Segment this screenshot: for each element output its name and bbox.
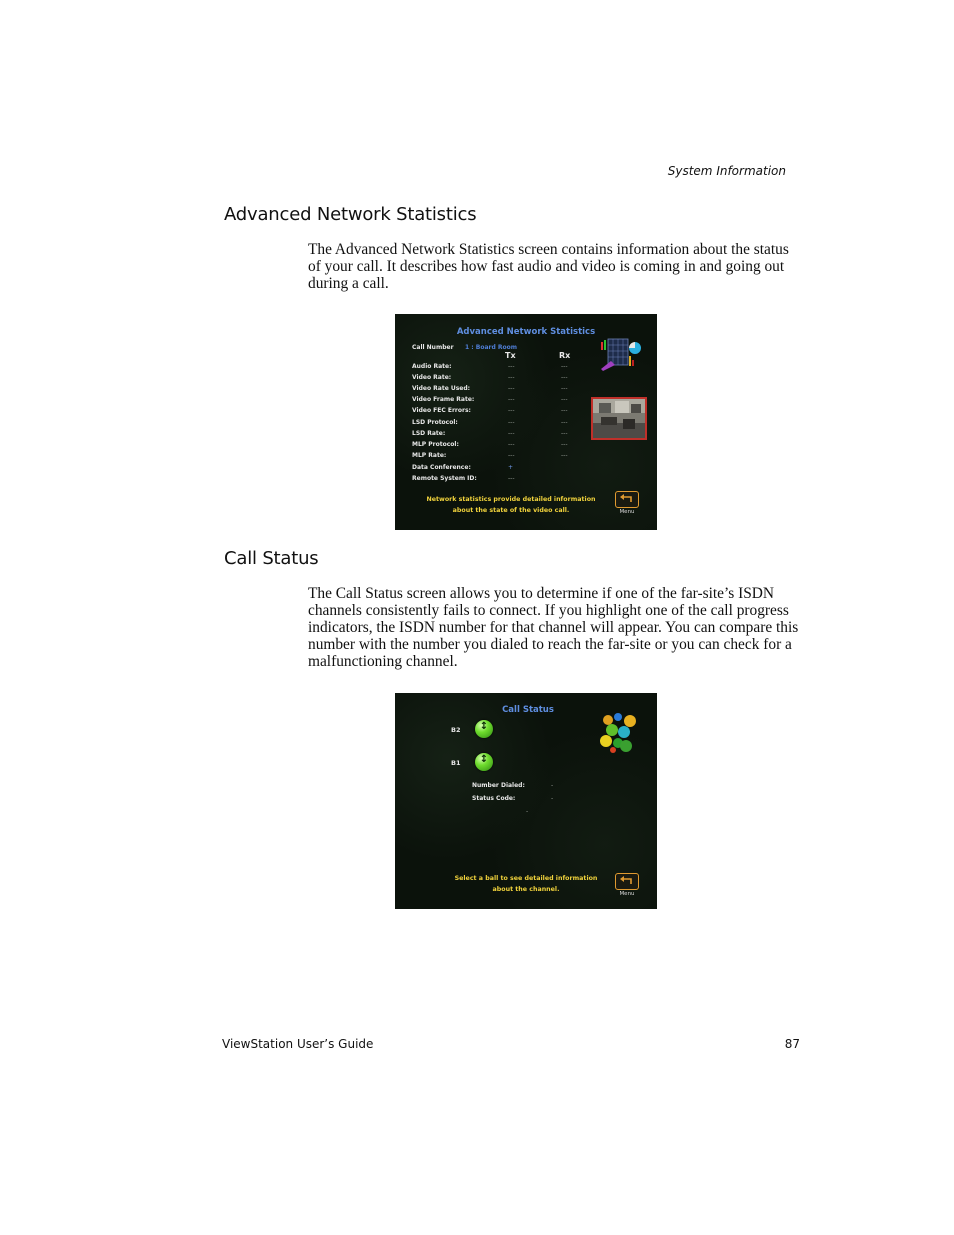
cs-channel-label-b2: B2	[451, 726, 461, 734]
section-heading-call-status: Call Status	[224, 548, 319, 569]
ans-row-label: MLP Rate:	[412, 452, 447, 459]
ans-row-rx: ---	[561, 407, 568, 414]
ans-row-rx: ---	[561, 385, 568, 392]
channel-ball-glyph: ↕	[479, 754, 489, 765]
ans-row-tx: ---	[508, 385, 515, 392]
menu-label: Menu	[619, 891, 635, 897]
ans-row-label: Audio Rate:	[412, 363, 452, 370]
ans-row-rx: ---	[561, 396, 568, 403]
ans-call-number-label: Call Number	[412, 344, 454, 351]
ans-row-label: LSD Protocol:	[412, 419, 458, 426]
section-paragraph-advanced-network-statistics: The Advanced Network Statistics screen contains information about the status of your call. It describes how fast audio and video is coming in and going out during a call.	[308, 241, 789, 292]
cs-channel-label-b1: B1	[451, 759, 461, 767]
ans-row-label: Video Rate Used:	[412, 385, 471, 392]
ans-column-tx: Tx	[505, 351, 516, 360]
section-heading-advanced-network-statistics: Advanced Network Statistics	[224, 204, 477, 225]
cs-screen-title: Call Status	[502, 705, 554, 715]
ans-row-tx: ---	[508, 419, 515, 426]
ans-row-tx: ---	[508, 430, 515, 437]
advanced-network-statistics-screenshot	[395, 314, 657, 530]
footer-page-number: 87	[784, 1037, 800, 1051]
ans-row-tx: ---	[508, 363, 515, 370]
status-code-label: Status Code:	[472, 795, 516, 802]
back-arrow-icon	[616, 874, 637, 888]
menu-button[interactable]	[615, 491, 639, 517]
balls-cluster-icon	[598, 712, 644, 754]
number-dialed-value: -	[551, 782, 554, 789]
ans-row-label: Remote System ID:	[412, 475, 477, 482]
ans-column-rx: Rx	[559, 351, 571, 360]
ans-row-rx: ---	[561, 430, 568, 437]
ans-row	[395, 419, 585, 429]
ans-row-label: Video FEC Errors:	[412, 407, 471, 414]
cs-footer-line-2: about the channel.	[492, 886, 560, 893]
menu-box	[615, 873, 639, 890]
ans-call-number-value: 1 : Board Room	[465, 344, 517, 351]
ans-row-tx: ---	[508, 374, 515, 381]
call-status-screenshot	[395, 693, 657, 909]
running-head: System Information	[667, 164, 786, 178]
ans-row	[395, 363, 585, 373]
ans-footer-line-1: Network statistics provide detailed information	[426, 496, 596, 503]
ans-footer-line-2: about the state of the video call.	[452, 507, 570, 514]
ans-row-rx: ---	[561, 363, 568, 370]
back-arrow-icon	[616, 492, 637, 506]
cs-footer-line-1: Select a ball to see detailed information	[454, 875, 598, 882]
ans-row	[395, 385, 585, 395]
ans-row-tx: ---	[508, 452, 515, 459]
ans-row-rx: ---	[561, 452, 568, 459]
ans-row-tx: +	[508, 464, 514, 471]
status-extra-value: -	[526, 808, 529, 815]
ans-row	[395, 407, 585, 417]
number-dialed-label: Number Dialed:	[472, 782, 525, 789]
ans-row-tx: ---	[508, 396, 515, 403]
ans-row-rx: ---	[561, 419, 568, 426]
channel-ball-b2[interactable]	[475, 720, 493, 738]
ans-row	[395, 374, 585, 384]
ans-row	[395, 452, 585, 462]
ans-row	[395, 441, 585, 451]
menu-button[interactable]	[615, 873, 639, 899]
statistics-icon	[599, 336, 641, 372]
ans-row-tx: ---	[508, 407, 515, 414]
ans-row-rx: ---	[561, 374, 568, 381]
ans-screen-title: Advanced Network Statistics	[456, 327, 596, 337]
ans-row	[395, 396, 585, 406]
ans-footer-note	[395, 494, 627, 516]
video-preview-window	[591, 397, 647, 440]
section-paragraph-call-status: The Call Status screen allows you to determine if one of the far-site’s ISDN channels consistently fails to connect. If you highlight one of the call progress indicators, the ISDN number for that channel will appear. You can compare this number with the number you dialed to reach the far-site or you can check for a malfunctioning channel.	[308, 585, 799, 670]
ans-row-tx: ---	[508, 441, 515, 448]
menu-label: Menu	[619, 509, 635, 515]
ans-row-label: Video Frame Rate:	[412, 396, 475, 403]
ans-row-rx: ---	[561, 441, 568, 448]
channel-ball-b1[interactable]	[475, 753, 493, 771]
ans-row	[395, 464, 585, 474]
ans-row-label: LSD Rate:	[412, 430, 446, 437]
ans-row-label: MLP Protocol:	[412, 441, 459, 448]
ans-row	[395, 475, 585, 485]
ans-row-tx: ---	[508, 475, 515, 482]
footer-guide-title: ViewStation User’s Guide	[222, 1037, 374, 1051]
ans-row-label: Video Rate:	[412, 374, 452, 381]
ans-row	[395, 430, 585, 440]
ans-row-label: Data Conference:	[412, 464, 471, 471]
channel-ball-glyph: ↕	[479, 721, 489, 732]
status-code-value: -	[551, 795, 554, 802]
menu-box	[615, 491, 639, 508]
